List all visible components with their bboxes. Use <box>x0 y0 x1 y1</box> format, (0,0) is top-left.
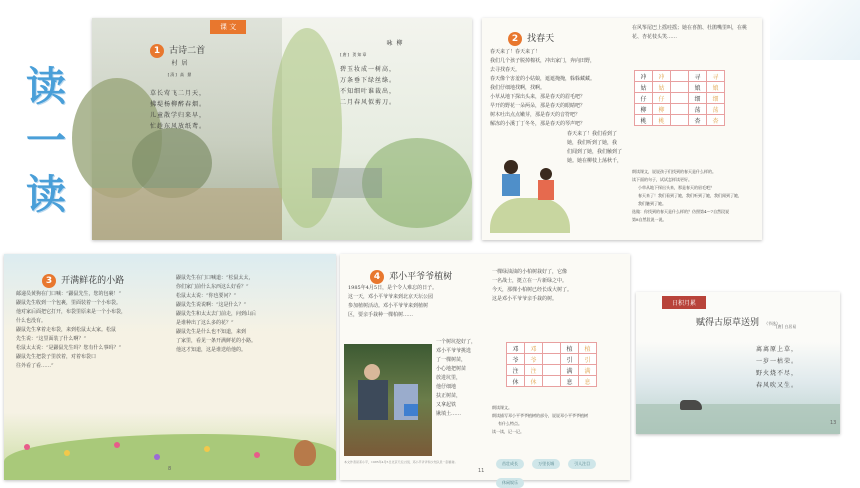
grid-char: 寻 <box>707 71 725 82</box>
grid-char: 仔 <box>653 93 671 104</box>
word-pill: 万里长城 <box>532 459 560 469</box>
poem-cun-ju <box>150 58 250 132</box>
lesson-header <box>150 38 205 58</box>
text-line: 鼹鼠先生拿着走布袋，来到松鼠太太家。松鼠 <box>16 327 117 333</box>
text-line: 松鼠太太说：“你也要问？” <box>176 293 237 299</box>
text-line: 们闻到了她，我们触到了 <box>567 149 623 155</box>
text-line: 邓小平爷爷挑选 <box>436 348 472 354</box>
text-line: 解冻的小溪丁丁冬冬，那是春天的琴声吧？ <box>490 121 586 127</box>
exercise-questions <box>492 404 626 436</box>
grid-char: 荡 <box>707 104 725 115</box>
text-line: 区，要亲手栽种一棵柏树…… <box>348 312 414 318</box>
grid-char: 荡 <box>689 104 707 115</box>
page-number: 13 <box>830 420 837 426</box>
lesson-body <box>490 48 630 129</box>
question-line: 选做：你找到的春天是什么样的？仿照第4～7自然段说 <box>632 209 730 214</box>
section-tag: 日积月累 <box>662 296 706 309</box>
grid-char: 休 <box>507 376 525 387</box>
text-line: 一名战士，挺立在一片新绿之中。 <box>492 278 568 284</box>
text-line: 1985年4月5日，是个令人难忘的日子。 <box>348 285 438 291</box>
grid-char: 冲 <box>653 71 671 82</box>
word-pill: 引人注目 <box>568 459 596 469</box>
text-line: 这一天，邓小平爷爷来到北京天坛公园 <box>348 294 434 300</box>
page-ancient-poems <box>92 18 472 240</box>
poem-line: 一岁一枯荣。 <box>756 358 799 365</box>
text-line: 早开的野花一朵两朵，那是春天的眼睛吧？ <box>490 103 586 109</box>
text-line: 又拿起铁 <box>436 402 457 408</box>
grid-char: 杏 <box>707 115 725 126</box>
grid-char: 寻 <box>689 71 707 82</box>
lesson-number: 1 <box>150 44 164 58</box>
grid-char: 息 <box>561 376 579 387</box>
lesson-body-side <box>436 338 488 419</box>
text-line: 今天，那棵小柏树已经长成大树了。 <box>492 287 573 293</box>
poem-yong-liu <box>340 38 450 108</box>
grid-char: 引 <box>561 354 579 365</box>
text-line: 邮递员黄狗在门口喊：“鼹鼠先生，您的包裹！” <box>16 291 122 297</box>
poem-line: 万条垂下绿丝绦。 <box>340 77 397 84</box>
kids-illustration <box>490 148 570 233</box>
text-line: 去寻找春天。 <box>490 67 521 73</box>
text-line: 小心地把树苗 <box>436 366 467 372</box>
poem-body <box>756 344 836 392</box>
text-line: 鼹鼠先生是什么也不知道，来到 <box>176 329 247 335</box>
text-line: 鼹鼠先生在门口喊道：“松鼠太太， <box>176 275 254 281</box>
question-line: 我们触到了她。 <box>638 201 666 206</box>
poem-line: 草长莺飞二月天， <box>150 90 207 97</box>
poem-line: 不知细叶谁裁出， <box>340 88 397 95</box>
horse-silhouette <box>680 400 702 410</box>
lesson-title: 开满鲜花的小路 <box>61 276 125 286</box>
poem-subtitle: （节选） <box>764 321 781 326</box>
page-flower-path <box>4 254 336 480</box>
grid-char: 注 <box>525 365 543 376</box>
grid-char: 桃 <box>653 115 671 126</box>
lesson-body-left <box>16 290 166 371</box>
grid-char: 细 <box>689 93 707 104</box>
text-line: 花、杏花枝头笑…… <box>632 34 678 40</box>
lesson-header <box>370 264 452 284</box>
grid-char: 引 <box>579 354 597 365</box>
grid-char: 娘 <box>689 82 707 93</box>
question-line: 春天来了！我们看到了她，我们听到了她，我们闻到了她， <box>638 193 742 198</box>
text-line: 锹填土…… <box>436 411 462 417</box>
question-line: 读一读，记一记。 <box>492 429 524 434</box>
text-line: 一棵绿油油的小柏树栽好了，它像 <box>492 269 568 275</box>
lesson-body-continued <box>567 130 627 166</box>
grassland-horizon <box>636 404 840 434</box>
grid-char: 植 <box>561 343 579 354</box>
text-line: 小草从地下探出头来，那是春天的眉毛吧？ <box>490 94 586 100</box>
side-title-char: 读 <box>26 63 66 110</box>
question-line: 朗读描写邓小平爷爷植树的部分，说说邓小平爷爷植树 <box>492 413 588 418</box>
text-line: 树木吐出点点嫩芽，那是春天的音符吧？ <box>490 112 581 118</box>
grid-char: 休 <box>525 376 543 387</box>
text-line: 鼹鼠先生说说啊：“这是什么？” <box>176 302 247 308</box>
text-line: 在风筝尾巴上摇哇摇；她在喜鹊、杜鹃嘴里叫，在桃 <box>632 25 748 31</box>
word-pill: 茁壮成长 <box>496 459 524 469</box>
text-line: 鼹鼠先生把袋子里放着，对着布袋口 <box>16 354 97 360</box>
grid-char: 仔 <box>635 93 653 104</box>
character-grid <box>634 70 725 126</box>
text-line: 参加植树活动。邓小平爷爷来到植树 <box>348 303 429 309</box>
text-line: 春天像个害羞的小姑娘，遮遮掩掩，躲躲藏藏。 <box>490 76 596 82</box>
grid-char: 爷 <box>525 354 543 365</box>
poem-line: 忙趁东风放纸鸢。 <box>150 123 207 130</box>
grid-char: 满 <box>579 365 597 376</box>
text-line: 我们仔细地找啊，找啊。 <box>490 85 546 91</box>
grid-char: 植 <box>579 343 597 354</box>
poem-author: [唐] 贺知章 <box>340 52 368 57</box>
planting-photo <box>344 344 432 456</box>
text-line: 她。她在柳枝上荡秋千， <box>567 158 623 164</box>
grid-char: 姑 <box>653 82 671 93</box>
grid-char: 柳 <box>653 104 671 115</box>
side-title-char: 一 <box>26 117 66 164</box>
poem-line: 儿童散学归来早， <box>150 112 207 119</box>
poem-title-block <box>696 310 836 329</box>
poem-title: 赋得古原草送别 <box>696 318 760 328</box>
poem-line: 碧玉妆成一树高， <box>340 66 397 73</box>
grid-char: 邓 <box>525 343 543 354</box>
lesson-body <box>348 284 488 320</box>
page-number: 11 <box>478 468 485 474</box>
poem-title: 咏 柳 <box>386 40 404 47</box>
text-line: 鼹鼠先生收到一个包裹，里面装着一个小布袋。 <box>16 300 122 306</box>
grid-char: 爷 <box>507 354 525 365</box>
grid-char: 冲 <box>635 71 653 82</box>
lesson-header <box>42 268 124 288</box>
lesson-title: 古诗二首 <box>169 46 206 56</box>
grid-char: 满 <box>561 365 579 376</box>
question-line: 朗读课文，说说孩子们找到的春天是什么样的。 <box>632 169 716 174</box>
question-line: 朗读课文。 <box>492 405 512 410</box>
text-line: 是谁种出了这么多的花？” <box>176 320 234 326</box>
text-line: 春天来了！春天来了！ <box>490 49 541 55</box>
grid-char: 桃 <box>635 115 653 126</box>
side-title-char: 读 <box>26 171 66 218</box>
text-line: 放进坑里， <box>436 375 462 381</box>
grid-char: 邓 <box>507 343 525 354</box>
poem-line: 二月春风似剪刀。 <box>340 99 397 106</box>
text-line: 这是邓小平爷爷亲手栽的树。 <box>492 296 558 302</box>
text-line: 先生说：“这里面装了什么啊？” <box>16 336 87 342</box>
grid-char: 息 <box>579 376 597 387</box>
question-line: 有什么特点。 <box>498 421 522 426</box>
poem-line: 野火烧不尽， <box>756 370 799 377</box>
grid-char: 娘 <box>707 82 725 93</box>
exercise-questions <box>632 168 760 224</box>
text-line: 松鼠太太说：“是鼹鼠先生吗？您有什么事吗？” <box>16 345 122 351</box>
lesson-number: 4 <box>370 270 384 284</box>
question-line: 小草从地下探出头来，那是春天的眉毛吧？ <box>638 185 714 190</box>
grid-char: 柳 <box>635 104 653 115</box>
text-line: 鼹鼠先生和太太去门前走，问到山后 <box>176 311 257 317</box>
lesson-title: 邓小平爷爷植树 <box>389 272 453 282</box>
text-line: 他这才知道，这是谁送给他的。 <box>176 347 247 353</box>
poem-line: 拂堤杨柳醉春烟。 <box>150 101 207 108</box>
lesson-number: 3 <box>42 274 56 288</box>
text-line: 了一棵树苗， <box>436 357 467 363</box>
page-daily-poem <box>636 292 840 434</box>
lesson-type-tag: 课 文 <box>210 20 246 34</box>
text-line: 你们家门前什么东西这么好看？” <box>176 284 249 290</box>
grid-char: 杏 <box>689 115 707 126</box>
poem-author: [清] 高 鼎 <box>167 72 193 77</box>
question-line: 第8自然段说一说。 <box>632 217 667 222</box>
lesson-number: 2 <box>508 32 522 46</box>
lesson-title: 找春天 <box>527 34 555 44</box>
text-line: 扶正树苗， <box>436 393 462 399</box>
poem-title: 村 居 <box>171 60 189 67</box>
grid-char: 细 <box>707 93 725 104</box>
page-tree-planting <box>340 254 630 485</box>
word-pills <box>496 450 626 488</box>
poem-line: 离离原上草， <box>756 346 799 353</box>
question-line: 读下面的句子，试试怎样读更好。 <box>632 177 692 182</box>
page-number: 8 <box>168 466 172 472</box>
text-line: 什么也没有。 <box>16 318 47 324</box>
text-line: 他对家后面把它打开，布袋里原来是一个小布袋， <box>16 309 127 315</box>
photo-caption: 本文作者是邓小平，1985年4月5日北京天坛公园，邓小平爷爷和少先队员一起植树。 <box>344 460 458 464</box>
text-line: 了家里，看见一条开满鲜花的小路。 <box>176 338 257 344</box>
background-decoration <box>770 0 860 60</box>
text-line: 她，我们听到了她，我 <box>567 140 618 146</box>
side-title <box>18 60 74 222</box>
right-column-text <box>632 24 760 42</box>
text-line: 往外看了看……” <box>16 363 54 369</box>
text-line: 我们几个孩子脱掉棉袄，冲出家门，奔向田野， <box>490 58 596 64</box>
poem-author: [唐] 白居易 <box>776 324 797 329</box>
text-line: 一个树坑挖好了， <box>436 339 477 345</box>
word-pill: 休闲娱乐 <box>496 478 524 488</box>
grid-char: 姑 <box>635 82 653 93</box>
lesson-header <box>508 26 554 46</box>
text-line: 春天来了！我们看到了 <box>567 131 618 137</box>
text-line: 他仔细地 <box>436 384 457 390</box>
lesson-body-right <box>176 274 326 355</box>
grid-char: 注 <box>507 365 525 376</box>
character-grid <box>506 342 597 387</box>
right-column-text <box>492 268 626 304</box>
poem-line: 春风吹又生。 <box>756 382 799 389</box>
page-find-spring <box>482 18 762 240</box>
